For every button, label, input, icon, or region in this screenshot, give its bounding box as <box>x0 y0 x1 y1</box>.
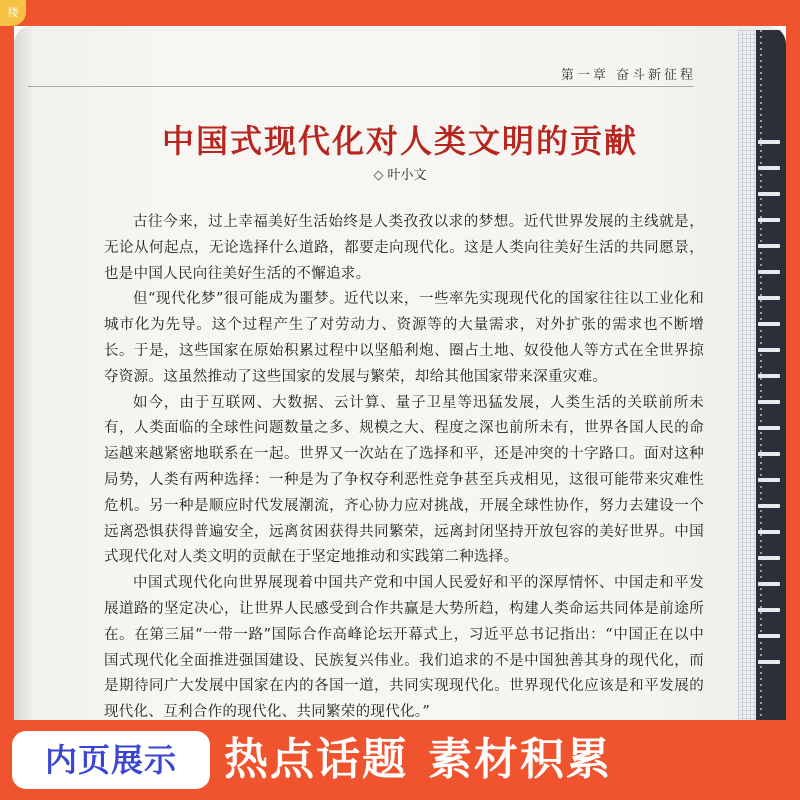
diamond-icon: ◇ <box>373 168 384 183</box>
running-header: 第一章 奋斗新征程 <box>560 68 696 83</box>
slogan-material: 素材积累 <box>428 734 612 785</box>
paragraph: 如今，由于互联网、大数据、云计算、量子卫星等迅猛发展，人类生活的关联前所未有，人类面临的全球性问题数量之多、规模之大、程度之深也前所未有，世界各国人民的命运越来越紧密地联系在一起。世界又一次站在了选择和平，还是冲突的十字路口。面对这种局势，人类有两种选择：一种是为了争权夺利恶性竞争甚至兵戎相见，这很可能带来灾难性危机。另一种是顺应时代发展潮流，齐心协力应对挑战，开展全球性协作，努力去建设一个远离恐惧获得普遍安全，远离贫困获得共同繁荣，远离封闭坚持开放包容的美好世界。中国式现代化对人类文明的贡献在于坚定地推动和实践第二种选择。 <box>104 394 704 566</box>
header-rule <box>28 86 694 87</box>
book-page-photo <box>14 26 786 720</box>
inner-page-label: 内页展示 <box>44 741 177 779</box>
slogan-hot-topics: 热点话题 <box>224 734 408 785</box>
frame-right <box>786 0 800 720</box>
article-body <box>104 210 704 720</box>
paragraph: 中国式现代化向世界展现着中国共产党和中国人民爱好和平的深厚情怀、中国走和平发展道路的坚定决心，让世界人民感受到合作共赢是大势所趋，构建人类命运共同体是前途所在。在第三届“一带一路”国际合作高峰论坛开幕式上，习近平总书记指出：“中国正在以中国式现代化全面推进强国建设、民族复兴伟业。我们追求的不是中国独善其身的现代化，而是期待同广大发展中国家在内的各国一道，共同实现现代化。世界现代化应该是和平发展的现代化、互利合作的现代化、共同繁荣的现代化。” <box>104 575 704 720</box>
frame-top <box>0 0 800 26</box>
author-name: 叶小文 <box>387 168 427 183</box>
corner-badge: 楼 <box>0 0 26 26</box>
article-author <box>14 164 786 183</box>
frame-left <box>0 0 14 720</box>
paragraph: 古往今来，过上幸福美好生活始终是人类孜孜以求的梦想。近代世界发展的主线就是，无论从何起点，无论选择什么道路，都要走向现代化。这是人类向往美好生活的共同愿景，也是中国人民向往美好生活的不懈追求。 <box>104 214 704 282</box>
banner-slogan <box>224 728 794 792</box>
article-title: 中国式现代化对人类文明的贡献 <box>161 122 638 160</box>
paragraph: 但“现代化梦”很可能成为噩梦。近代以来，一些率先实现现代化的国家往往以工业化和城市化为先导。这个过程产生了对劳动力、资源等的大量需求，对外扩张的需求也不断增长。于是，这些国家在原始积累过程中以坚船利炮、圈占土地、奴役他人等方式在全世界掠夺资源。这虽然推动了这些国家的发展与繁荣，却给其他国家带来深重灾难。 <box>104 291 704 385</box>
